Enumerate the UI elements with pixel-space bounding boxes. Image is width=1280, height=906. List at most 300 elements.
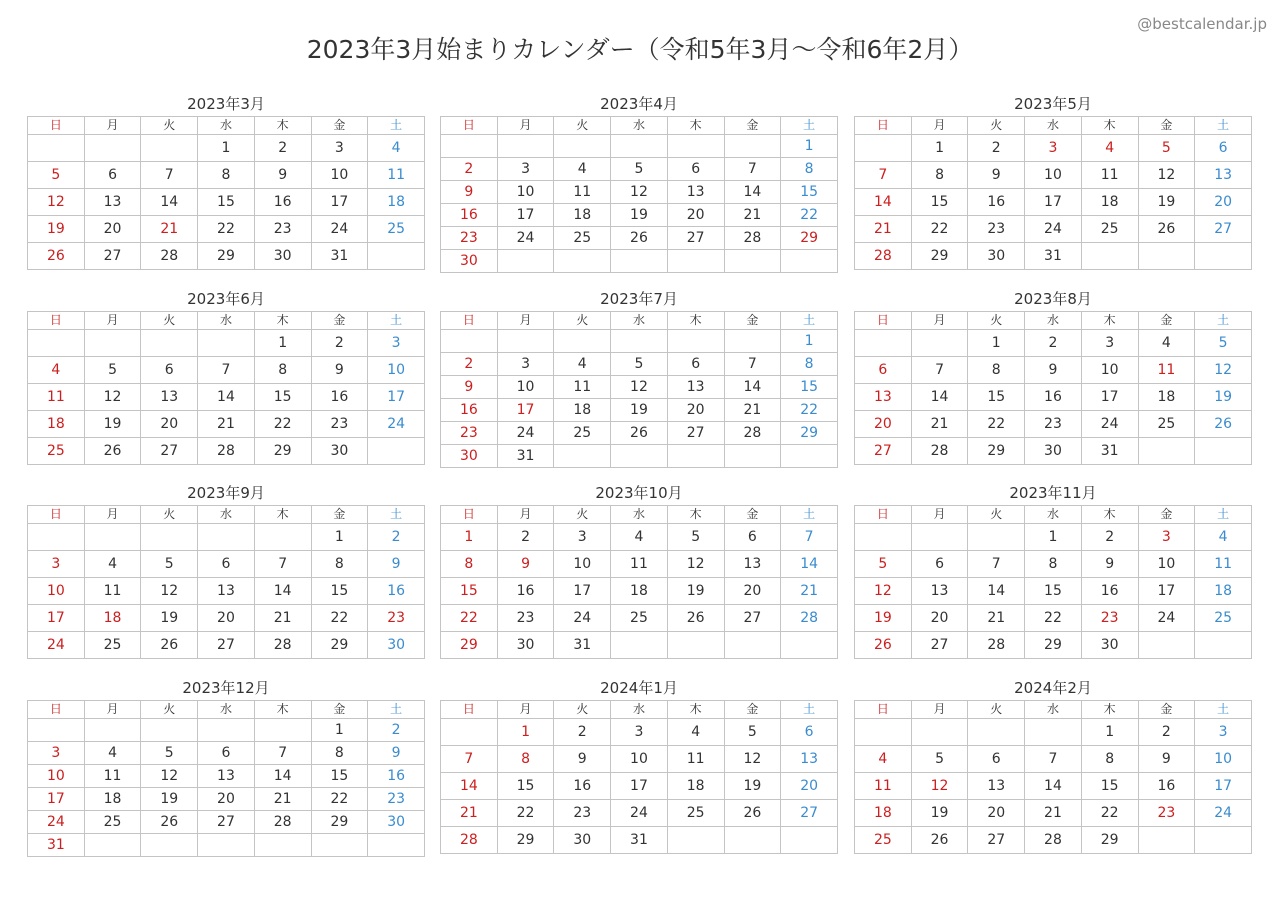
day-cell: 26	[724, 800, 781, 827]
day-cell: 31	[497, 445, 554, 468]
weekday-header: 木	[254, 117, 311, 135]
day-cell: 24	[1195, 800, 1252, 827]
day-cell: 11	[1138, 357, 1195, 384]
day-cell: 27	[781, 800, 838, 827]
week-row	[441, 181, 838, 204]
day-cell: 23	[1081, 605, 1138, 632]
weekday-header: 火	[554, 312, 611, 330]
day-cell: 19	[855, 605, 912, 632]
day-cell: 13	[781, 746, 838, 773]
day-cell: 14	[911, 384, 968, 411]
weekday-header: 木	[1081, 117, 1138, 135]
empty-cell	[198, 524, 255, 551]
day-cell: 16	[1081, 578, 1138, 605]
weekday-header: 木	[667, 701, 724, 719]
day-cell: 4	[28, 357, 85, 384]
empty-cell	[554, 445, 611, 468]
empty-cell	[1138, 632, 1195, 659]
day-cell: 21	[968, 605, 1025, 632]
day-cell: 26	[611, 422, 668, 445]
day-cell: 6	[855, 357, 912, 384]
day-cell: 12	[911, 773, 968, 800]
day-cell: 15	[1025, 578, 1082, 605]
day-cell: 22	[781, 204, 838, 227]
day-cell: 16	[1138, 773, 1195, 800]
day-cell: 23	[368, 788, 425, 811]
day-cell: 27	[84, 243, 141, 270]
day-cell: 29	[781, 227, 838, 250]
empty-cell	[611, 445, 668, 468]
day-cell: 14	[781, 551, 838, 578]
day-cell: 31	[28, 834, 85, 857]
month-calendar	[440, 676, 838, 854]
day-cell: 20	[667, 399, 724, 422]
day-cell: 19	[911, 800, 968, 827]
day-cell: 25	[855, 827, 912, 854]
weekday-header: 日	[855, 117, 912, 135]
empty-cell	[1195, 632, 1252, 659]
day-cell: 6	[781, 719, 838, 746]
day-cell: 25	[28, 438, 85, 465]
empty-cell	[1138, 243, 1195, 270]
day-cell: 17	[1025, 189, 1082, 216]
weekday-header: 水	[198, 701, 255, 719]
week-row	[28, 742, 425, 765]
week-row	[441, 376, 838, 399]
week-row	[441, 551, 838, 578]
day-cell: 1	[781, 135, 838, 158]
empty-cell	[1195, 827, 1252, 854]
day-cell: 14	[141, 189, 198, 216]
week-row	[855, 746, 1252, 773]
day-cell: 18	[1138, 384, 1195, 411]
month-title: 2023年3月	[187, 95, 265, 113]
week-row	[441, 445, 838, 468]
day-cell: 10	[611, 746, 668, 773]
empty-cell	[28, 719, 85, 742]
day-cell: 14	[441, 773, 498, 800]
day-cell: 30	[1081, 632, 1138, 659]
empty-cell	[724, 632, 781, 659]
weekday-header: 金	[311, 701, 368, 719]
weekday-header: 金	[724, 506, 781, 524]
day-cell: 22	[254, 411, 311, 438]
day-cell: 30	[968, 243, 1025, 270]
day-cell: 25	[667, 800, 724, 827]
weekday-header: 月	[911, 117, 968, 135]
day-cell: 3	[1081, 330, 1138, 357]
weekday-header: 金	[724, 312, 781, 330]
day-cell: 31	[1025, 243, 1082, 270]
day-cell: 20	[724, 578, 781, 605]
day-cell: 14	[198, 384, 255, 411]
day-cell: 20	[911, 605, 968, 632]
brand-watermark: @bestcalendar.jp	[1137, 15, 1267, 33]
day-cell: 8	[497, 746, 554, 773]
day-cell: 28	[1025, 827, 1082, 854]
weekday-header: 木	[667, 312, 724, 330]
weekday-header: 土	[368, 506, 425, 524]
week-row	[855, 411, 1252, 438]
day-cell: 14	[724, 181, 781, 204]
empty-cell	[724, 135, 781, 158]
day-cell: 21	[724, 399, 781, 422]
day-cell: 26	[855, 632, 912, 659]
week-row	[855, 216, 1252, 243]
weekday-header: 火	[554, 506, 611, 524]
week-row	[855, 719, 1252, 746]
day-cell: 7	[254, 742, 311, 765]
weekday-header: 月	[911, 312, 968, 330]
day-cell: 22	[781, 399, 838, 422]
day-cell: 1	[441, 524, 498, 551]
day-cell: 30	[441, 445, 498, 468]
day-cell: 6	[141, 357, 198, 384]
day-cell: 26	[84, 438, 141, 465]
week-row	[28, 243, 425, 270]
day-cell: 28	[441, 827, 498, 854]
day-cell: 30	[554, 827, 611, 854]
day-cell: 29	[781, 422, 838, 445]
weekday-header: 木	[667, 117, 724, 135]
weekday-header: 月	[84, 312, 141, 330]
day-cell: 25	[84, 811, 141, 834]
empty-cell	[141, 834, 198, 857]
weekday-header: 月	[84, 117, 141, 135]
day-cell: 15	[781, 376, 838, 399]
month-table	[27, 700, 425, 857]
day-cell: 5	[855, 551, 912, 578]
empty-cell	[855, 330, 912, 357]
day-cell: 18	[855, 800, 912, 827]
week-row	[855, 243, 1252, 270]
day-cell: 24	[1081, 411, 1138, 438]
month-table	[440, 700, 838, 854]
weekday-header: 水	[611, 506, 668, 524]
week-row	[28, 135, 425, 162]
week-row	[441, 800, 838, 827]
day-cell: 11	[855, 773, 912, 800]
day-cell: 2	[968, 135, 1025, 162]
day-cell: 18	[1195, 578, 1252, 605]
day-cell: 13	[724, 551, 781, 578]
day-cell: 29	[311, 632, 368, 659]
day-cell: 5	[141, 551, 198, 578]
weekday-header: 木	[667, 506, 724, 524]
weekday-header: 日	[28, 506, 85, 524]
week-row	[28, 811, 425, 834]
weekday-header: 水	[611, 701, 668, 719]
day-cell: 19	[141, 788, 198, 811]
day-cell: 22	[311, 788, 368, 811]
empty-cell	[855, 719, 912, 746]
day-cell: 21	[724, 204, 781, 227]
day-cell: 27	[198, 632, 255, 659]
month-calendar	[854, 92, 1252, 270]
day-cell: 15	[254, 384, 311, 411]
weekday-header: 日	[441, 117, 498, 135]
month-table	[440, 311, 838, 468]
day-cell: 7	[911, 357, 968, 384]
day-cell: 14	[855, 189, 912, 216]
empty-cell	[724, 827, 781, 854]
weekday-header-row	[855, 117, 1252, 135]
day-cell: 23	[254, 216, 311, 243]
day-cell: 10	[554, 551, 611, 578]
weekday-header: 水	[1025, 701, 1082, 719]
day-cell: 21	[1025, 800, 1082, 827]
empty-cell	[554, 135, 611, 158]
day-cell: 6	[911, 551, 968, 578]
day-cell: 23	[368, 605, 425, 632]
day-cell: 24	[611, 800, 668, 827]
weekday-header: 日	[855, 701, 912, 719]
day-cell: 8	[911, 162, 968, 189]
week-row	[28, 357, 425, 384]
day-cell: 19	[667, 578, 724, 605]
day-cell: 28	[855, 243, 912, 270]
weekday-header: 金	[311, 506, 368, 524]
day-cell: 24	[28, 632, 85, 659]
day-cell: 24	[28, 811, 85, 834]
day-cell: 5	[611, 353, 668, 376]
empty-cell	[368, 243, 425, 270]
week-row	[441, 399, 838, 422]
empty-cell	[254, 524, 311, 551]
day-cell: 5	[724, 719, 781, 746]
weekday-header: 土	[368, 117, 425, 135]
day-cell: 11	[1195, 551, 1252, 578]
weekday-header: 木	[1081, 506, 1138, 524]
empty-cell	[781, 250, 838, 273]
weekday-header: 日	[28, 701, 85, 719]
weekday-header: 日	[28, 312, 85, 330]
weekday-header: 水	[611, 117, 668, 135]
day-cell: 9	[1081, 551, 1138, 578]
weekday-header-row	[441, 312, 838, 330]
day-cell: 5	[28, 162, 85, 189]
day-cell: 10	[1081, 357, 1138, 384]
weekday-header: 日	[28, 117, 85, 135]
day-cell: 17	[554, 578, 611, 605]
week-row	[855, 578, 1252, 605]
month-table	[27, 505, 425, 659]
day-cell: 9	[1138, 746, 1195, 773]
weekday-header: 木	[1081, 701, 1138, 719]
week-row	[28, 788, 425, 811]
day-cell: 29	[311, 811, 368, 834]
week-row	[441, 330, 838, 353]
day-cell: 9	[968, 162, 1025, 189]
weekday-header: 土	[781, 506, 838, 524]
empty-cell	[441, 330, 498, 353]
empty-cell	[198, 834, 255, 857]
week-row	[855, 773, 1252, 800]
day-cell: 22	[968, 411, 1025, 438]
day-cell: 11	[84, 578, 141, 605]
day-cell: 29	[441, 632, 498, 659]
weekday-header: 水	[611, 312, 668, 330]
day-cell: 9	[1025, 357, 1082, 384]
week-row	[441, 773, 838, 800]
day-cell: 19	[724, 773, 781, 800]
month-table	[440, 505, 838, 659]
week-row	[28, 765, 425, 788]
weekday-header: 月	[497, 117, 554, 135]
day-cell: 11	[368, 162, 425, 189]
weekday-header: 木	[254, 506, 311, 524]
month-calendar	[440, 287, 838, 468]
day-cell: 3	[497, 353, 554, 376]
day-cell: 16	[441, 204, 498, 227]
day-cell: 6	[198, 742, 255, 765]
day-cell: 13	[911, 578, 968, 605]
day-cell: 1	[254, 330, 311, 357]
week-row	[441, 158, 838, 181]
day-cell: 5	[84, 357, 141, 384]
month-calendar	[27, 92, 425, 270]
weekday-header: 土	[1195, 312, 1252, 330]
empty-cell	[84, 330, 141, 357]
day-cell: 21	[911, 411, 968, 438]
weekday-header: 月	[911, 701, 968, 719]
weekday-header: 水	[1025, 506, 1082, 524]
day-cell: 27	[911, 632, 968, 659]
empty-cell	[724, 250, 781, 273]
week-row	[28, 632, 425, 659]
week-row	[855, 800, 1252, 827]
week-row	[855, 384, 1252, 411]
weekday-header: 水	[1025, 117, 1082, 135]
day-cell: 9	[368, 742, 425, 765]
day-cell: 30	[441, 250, 498, 273]
month-title: 2023年4月	[600, 95, 678, 113]
day-cell: 22	[198, 216, 255, 243]
day-cell: 23	[1138, 800, 1195, 827]
day-cell: 8	[311, 551, 368, 578]
day-cell: 12	[1195, 357, 1252, 384]
weekday-header-row	[855, 312, 1252, 330]
day-cell: 18	[554, 399, 611, 422]
day-cell: 4	[611, 524, 668, 551]
week-row	[441, 578, 838, 605]
day-cell: 7	[441, 746, 498, 773]
day-cell: 14	[254, 578, 311, 605]
day-cell: 28	[911, 438, 968, 465]
empty-cell	[141, 719, 198, 742]
day-cell: 28	[141, 243, 198, 270]
empty-cell	[781, 445, 838, 468]
day-cell: 17	[311, 189, 368, 216]
week-row	[441, 719, 838, 746]
month-table	[440, 116, 838, 273]
day-cell: 10	[1025, 162, 1082, 189]
day-cell: 7	[141, 162, 198, 189]
weekday-header-row	[441, 701, 838, 719]
day-cell: 20	[84, 216, 141, 243]
day-cell: 6	[968, 746, 1025, 773]
day-cell: 9	[441, 376, 498, 399]
week-row	[855, 551, 1252, 578]
day-cell: 22	[1081, 800, 1138, 827]
day-cell: 6	[84, 162, 141, 189]
day-cell: 27	[968, 827, 1025, 854]
month-table	[854, 116, 1252, 270]
day-cell: 23	[441, 422, 498, 445]
day-cell: 27	[667, 227, 724, 250]
weekday-header-row	[28, 701, 425, 719]
empty-cell	[254, 719, 311, 742]
day-cell: 7	[254, 551, 311, 578]
day-cell: 15	[497, 773, 554, 800]
day-cell: 9	[311, 357, 368, 384]
empty-cell	[781, 632, 838, 659]
empty-cell	[198, 330, 255, 357]
empty-cell	[911, 524, 968, 551]
day-cell: 4	[1195, 524, 1252, 551]
week-row	[441, 827, 838, 854]
day-cell: 5	[911, 746, 968, 773]
empty-cell	[368, 834, 425, 857]
weekday-header: 水	[198, 117, 255, 135]
empty-cell	[254, 834, 311, 857]
day-cell: 28	[254, 811, 311, 834]
day-cell: 18	[368, 189, 425, 216]
empty-cell	[497, 135, 554, 158]
month-calendar	[854, 287, 1252, 465]
day-cell: 4	[554, 158, 611, 181]
weekday-header-row	[28, 506, 425, 524]
day-cell: 20	[855, 411, 912, 438]
empty-cell	[141, 330, 198, 357]
day-cell: 12	[84, 384, 141, 411]
page-title: 2023年3月始まりカレンダー（令和5年3月〜令和6年2月）	[306, 35, 974, 64]
day-cell: 5	[667, 524, 724, 551]
empty-cell	[28, 135, 85, 162]
week-row	[441, 632, 838, 659]
empty-cell	[724, 445, 781, 468]
day-cell: 8	[254, 357, 311, 384]
day-cell: 30	[311, 438, 368, 465]
day-cell: 20	[198, 605, 255, 632]
weekday-header-row	[441, 506, 838, 524]
day-cell: 18	[84, 605, 141, 632]
day-cell: 3	[497, 158, 554, 181]
day-cell: 2	[497, 524, 554, 551]
day-cell: 30	[368, 811, 425, 834]
weekday-header: 水	[198, 312, 255, 330]
day-cell: 20	[968, 800, 1025, 827]
day-cell: 20	[198, 788, 255, 811]
day-cell: 14	[254, 765, 311, 788]
empty-cell	[497, 330, 554, 353]
day-cell: 13	[667, 376, 724, 399]
day-cell: 15	[781, 181, 838, 204]
day-cell: 4	[1081, 135, 1138, 162]
week-row	[441, 746, 838, 773]
weekday-header: 月	[84, 701, 141, 719]
day-cell: 1	[198, 135, 255, 162]
day-cell: 10	[497, 376, 554, 399]
week-row	[28, 162, 425, 189]
day-cell: 13	[198, 765, 255, 788]
empty-cell	[141, 524, 198, 551]
day-cell: 4	[855, 746, 912, 773]
day-cell: 8	[1081, 746, 1138, 773]
day-cell: 1	[1081, 719, 1138, 746]
empty-cell	[667, 445, 724, 468]
day-cell: 25	[1195, 605, 1252, 632]
